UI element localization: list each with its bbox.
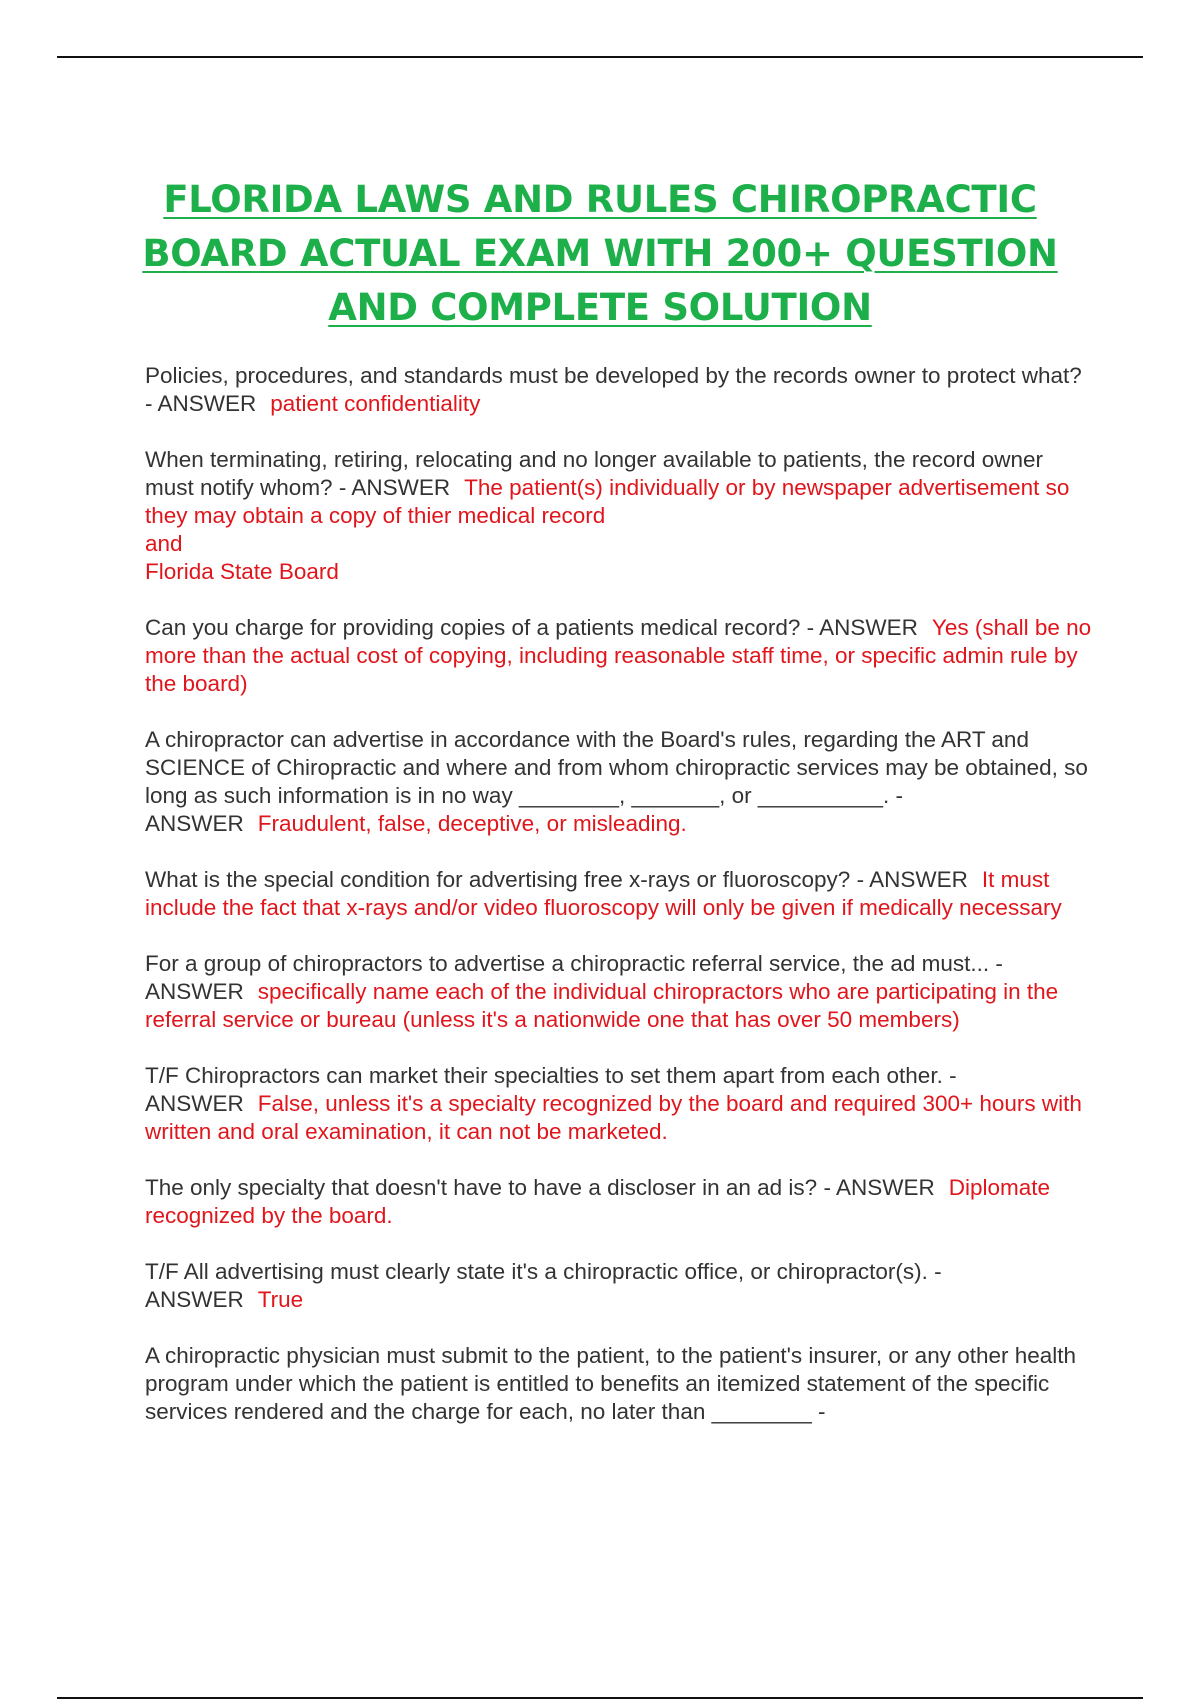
answer-text: Diplomate recognized by the board.: [145, 1175, 1051, 1228]
question-text: A chiropractic physician must submit to the patient, to the patient's insurer, or any other health program under which the patient is entitled to benefits an itemized statement of the specific services rendered and the charge for each, no later than ________ -: [145, 1343, 1077, 1424]
qa-item: [145, 950, 1095, 1034]
question-text: Policies, procedures, and standards must be developed by the records owner to protect what? -: [145, 363, 1082, 416]
qa-item: [145, 866, 1095, 922]
answer-text-line: and: [145, 531, 183, 556]
document-title: [120, 173, 1080, 335]
answer-marker: ANSWER: [819, 615, 918, 640]
qa-item: [145, 726, 1095, 838]
qa-item: [145, 1062, 1095, 1146]
header-rule: [57, 56, 1143, 58]
answer-marker: ANSWER: [157, 391, 257, 416]
answer-text: patient confidentiality: [270, 391, 481, 416]
answer-text: False, unless it's a specialty recognized by the board and required 300+ hours with written and oral examination, it can not be marketed.: [145, 1091, 1082, 1144]
question-text: A chiropractor can advertise in accordance with the Board's rules, regarding the ART and SCIENCE of Chiropractic and where and from whom chiropractic services may be obtained, so long as such information is in no way ________, _______, or __________. -: [145, 727, 1088, 808]
question-text: Can you charge for providing copies of a patients medical record? -: [145, 615, 815, 640]
question-text: What is the special condition for advertising free x-rays or fluoroscopy? -: [145, 867, 865, 892]
footer-rule: [57, 1697, 1143, 1699]
answer-text: It must include the fact that x-rays and/or video fluoroscopy will only be given if medically necessary: [145, 867, 1062, 920]
answer-text: The patient(s) individually or by newspaper advertisement so they may obtain a copy of thier medical record: [145, 475, 1070, 528]
question-text: The only specialty that doesn't have to have a discloser in an ad is? -: [145, 1175, 831, 1200]
title-line: AND COMPLETE SOLUTION: [328, 285, 872, 329]
question-text: When terminating, retiring, relocating and no longer available to patients, the record owner must notify whom? -: [145, 447, 1044, 500]
question-text: For a group of chiropractors to advertise a chiropractic referral service, the ad must... -: [145, 951, 1003, 976]
qa-item: [145, 614, 1095, 698]
qa-list: [145, 362, 1095, 1454]
qa-item: [145, 362, 1095, 418]
qa-item: [145, 1258, 1095, 1314]
qa-item: [145, 1174, 1095, 1230]
question-text: T/F All advertising must clearly state it's a chiropractic office, or chiropractor(s). -: [145, 1259, 942, 1284]
answer-text: True: [257, 1287, 304, 1312]
answer-text-line: Florida State Board: [145, 559, 339, 584]
qa-item: [145, 1342, 1095, 1426]
answer-marker: ANSWER: [835, 1175, 935, 1200]
title-line: BOARD ACTUAL EXAM WITH 200+ QUESTION: [142, 231, 1058, 275]
answer-marker: ANSWER: [145, 811, 244, 836]
answer-marker: ANSWER: [145, 1287, 244, 1312]
answer-text: Fraudulent, false, deceptive, or misleading.: [257, 811, 687, 836]
answer-marker: ANSWER: [145, 1091, 244, 1116]
title-line: FLORIDA LAWS AND RULES CHIROPRACTIC: [163, 177, 1037, 221]
question-text: T/F Chiropractors can market their specialties to set them apart from each other. -: [145, 1063, 957, 1088]
answer-marker: ANSWER: [351, 475, 451, 500]
qa-item: [145, 446, 1095, 586]
answer-text: Yes (shall be no more than the actual cost of copying, including reasonable staff time, or specific admin rule by the board): [145, 615, 1092, 696]
answer-text: specifically name each of the individual chiropractors who are participating in the referral service or bureau (unless it's a nationwide one that has over 50 members): [145, 979, 1059, 1032]
answer-marker: ANSWER: [869, 867, 968, 892]
answer-marker: ANSWER: [145, 979, 244, 1004]
